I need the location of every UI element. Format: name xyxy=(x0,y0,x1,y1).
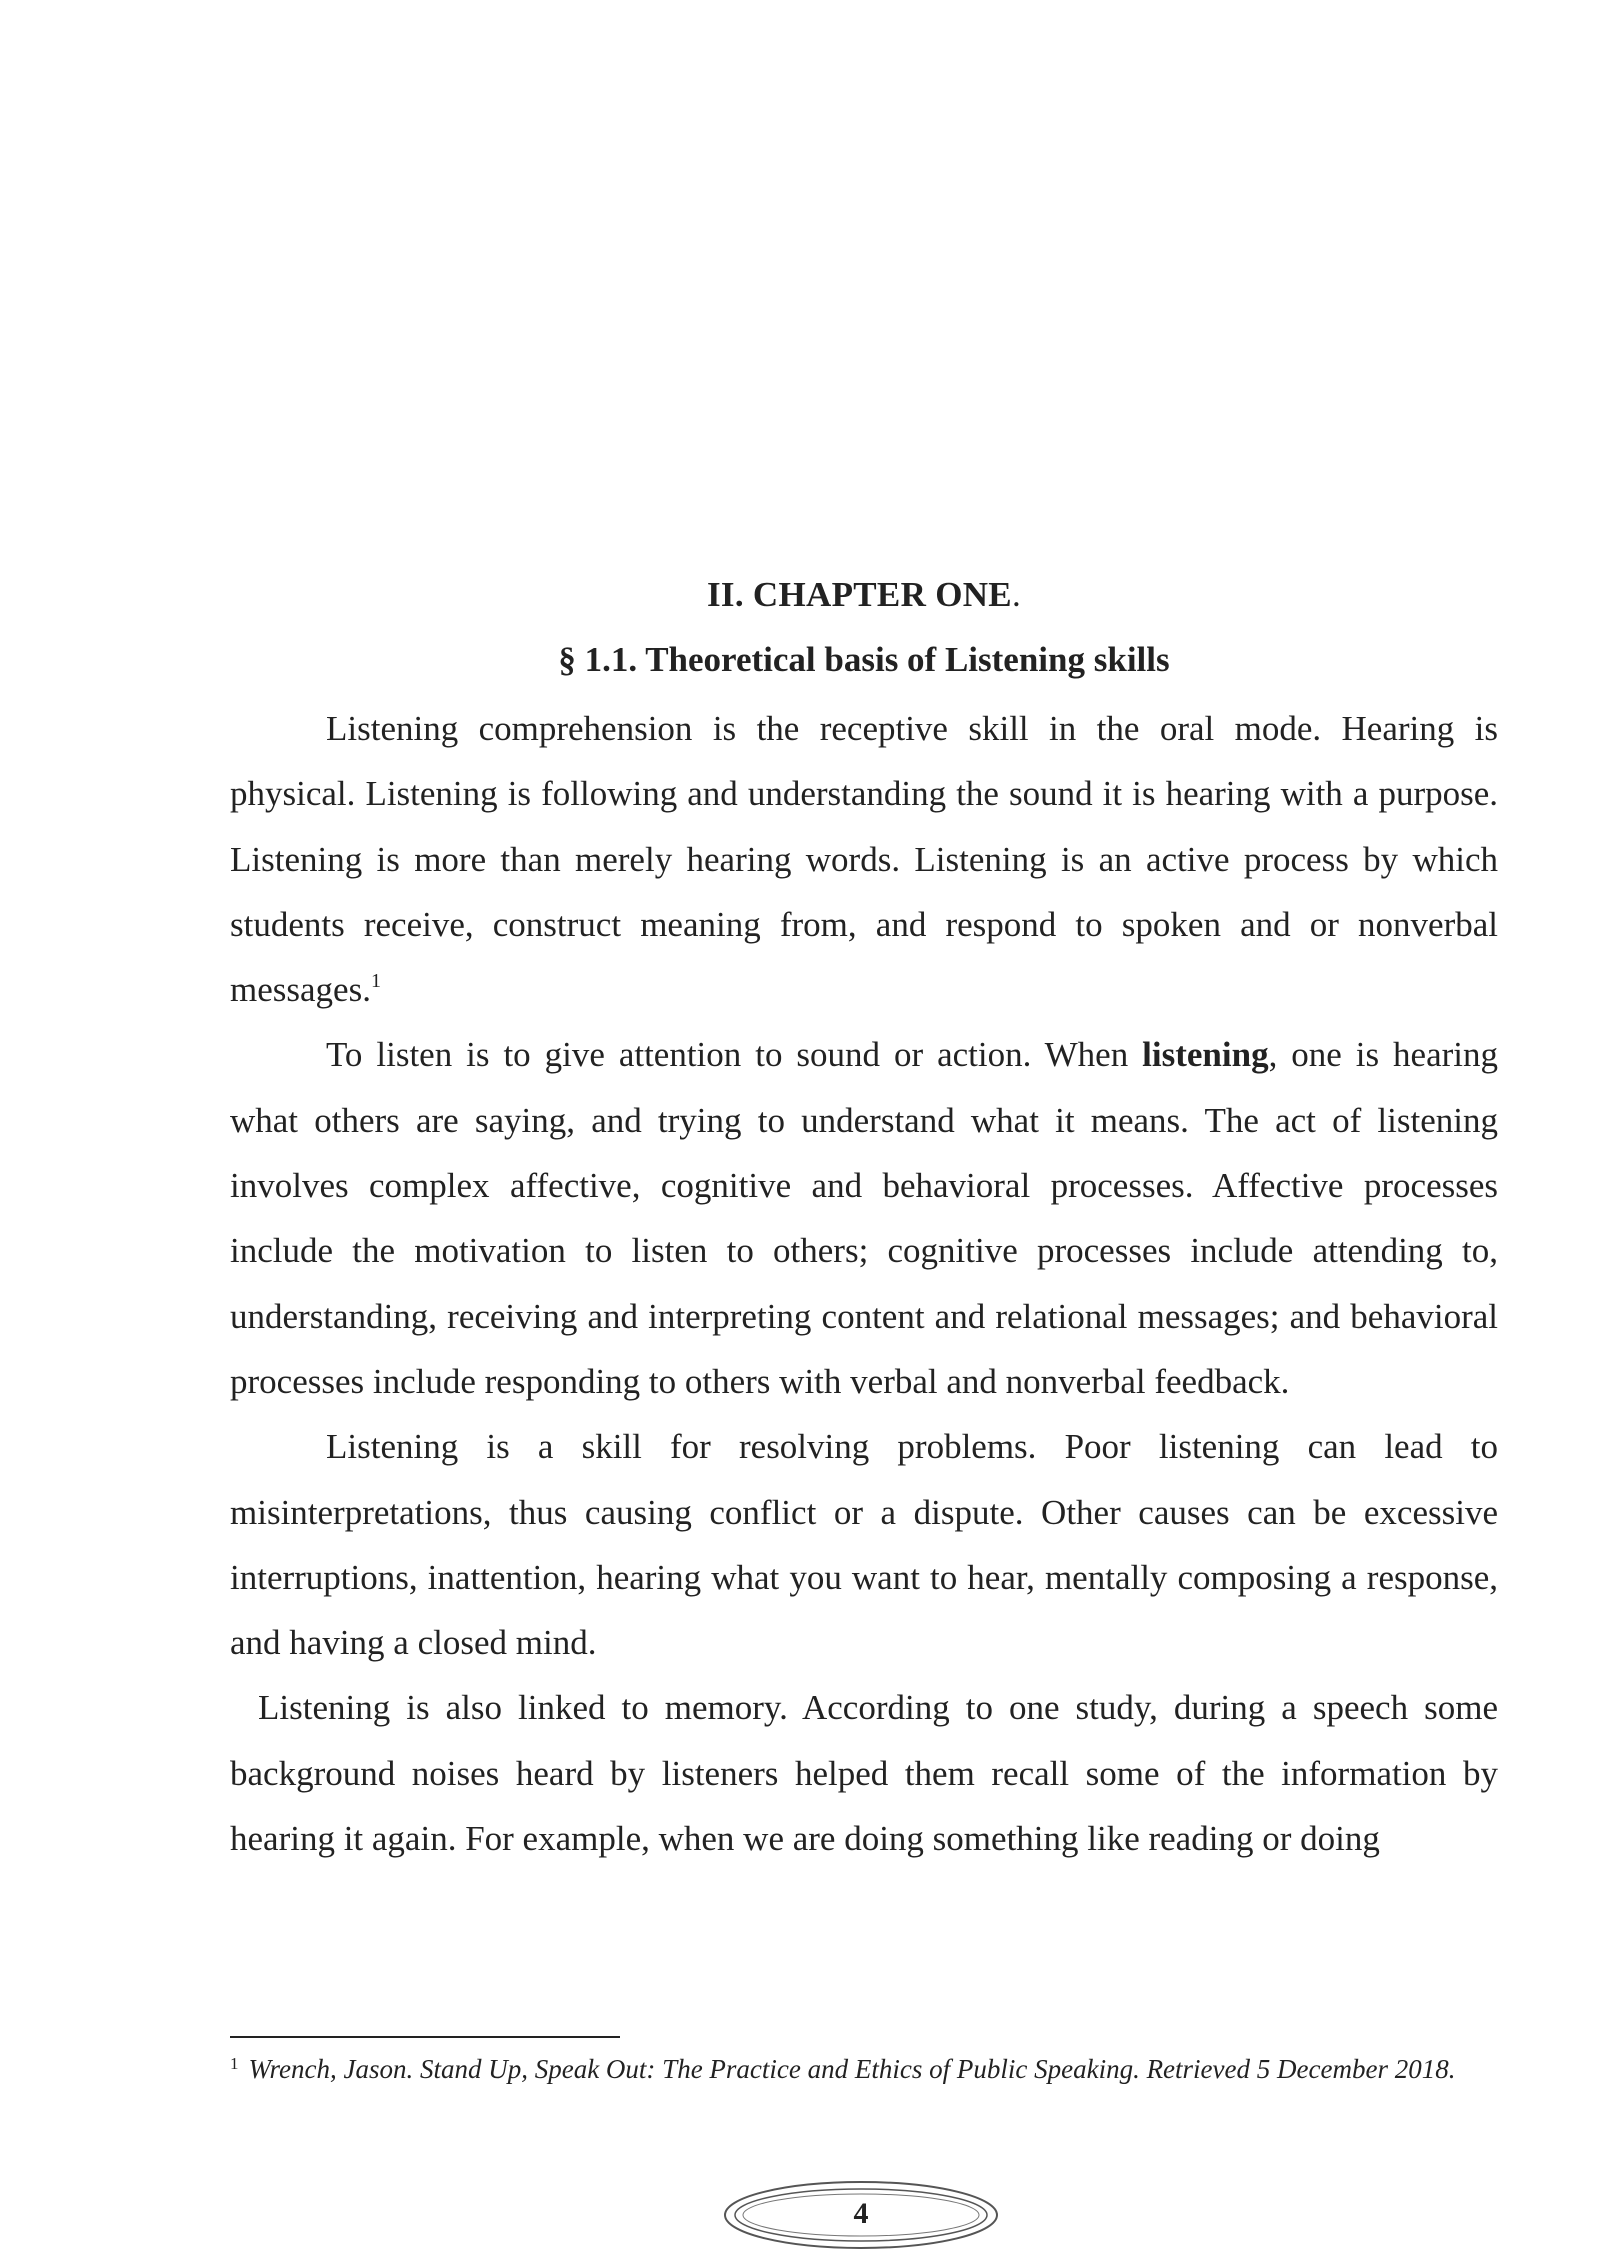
page-number-badge xyxy=(721,2178,1001,2252)
paragraph-1-text: Listening comprehension is the receptive skill in the oral mode. Hearing is physical. Listening is following and understanding the sound it is hearing with a purpose. Listening is more than merely hearing words. Listening is an active process by which students receive, construct meaning from, and respond to spoken and or nonverbal messages. xyxy=(230,709,1498,1010)
footnote-separator xyxy=(230,2036,620,2038)
paragraph-2 xyxy=(230,1022,1498,1414)
paragraph-1 xyxy=(230,696,1498,1022)
footnote-mark: 1 xyxy=(230,2054,239,2073)
paragraph-2-text-start: To listen is to give attention to sound or action. When xyxy=(326,1035,1143,1075)
footnote xyxy=(230,2050,1498,2088)
page-number: 4 xyxy=(853,2197,869,2230)
footnote-reference: 1 xyxy=(370,970,381,993)
chapter-heading-text: II. CHAPTER ONE xyxy=(706,575,1012,614)
chapter-heading xyxy=(230,566,1498,624)
chapter-heading-dot: . xyxy=(1011,575,1022,614)
paragraph-2-bold-term: listening xyxy=(1142,1035,1269,1075)
section-heading: § 1.1. Theoretical basis of Listening skills xyxy=(558,640,1170,679)
body-text xyxy=(230,696,1498,1871)
paragraph-2-text-end: , one is hearing what others are saying, and trying to understand what it means. The act of listening involves complex affective, cognitive and behavioral processes. Affective processes include the motivation to listen to others; cognitive processes include attending to, understanding, receiving and interpreting content and relational messages; and behavioral processes include responding to others with verbal and nonverbal feedback. xyxy=(230,1035,1499,1401)
paragraph-4: Listening is also linked to memory. According to one study, during a speech some background noises heard by listeners helped them recall some of the information by hearing it again. For example, when we are doing something like reading or doing xyxy=(230,1688,1498,1859)
footnote-text: Wrench, Jason. Stand Up, Speak Out: The Practice and Ethics of Public Speaking. Retrieved 5 December 2018. xyxy=(248,2054,1456,2084)
paragraph-3: Listening is a skill for resolving problems. Poor listening can lead to misinterpretations, thus causing conflict or a dispute. Other causes can be excessive interruptions, inattention, hearing what you want to hear, mentally composing a response, and having a closed mind. xyxy=(230,1427,1498,1663)
